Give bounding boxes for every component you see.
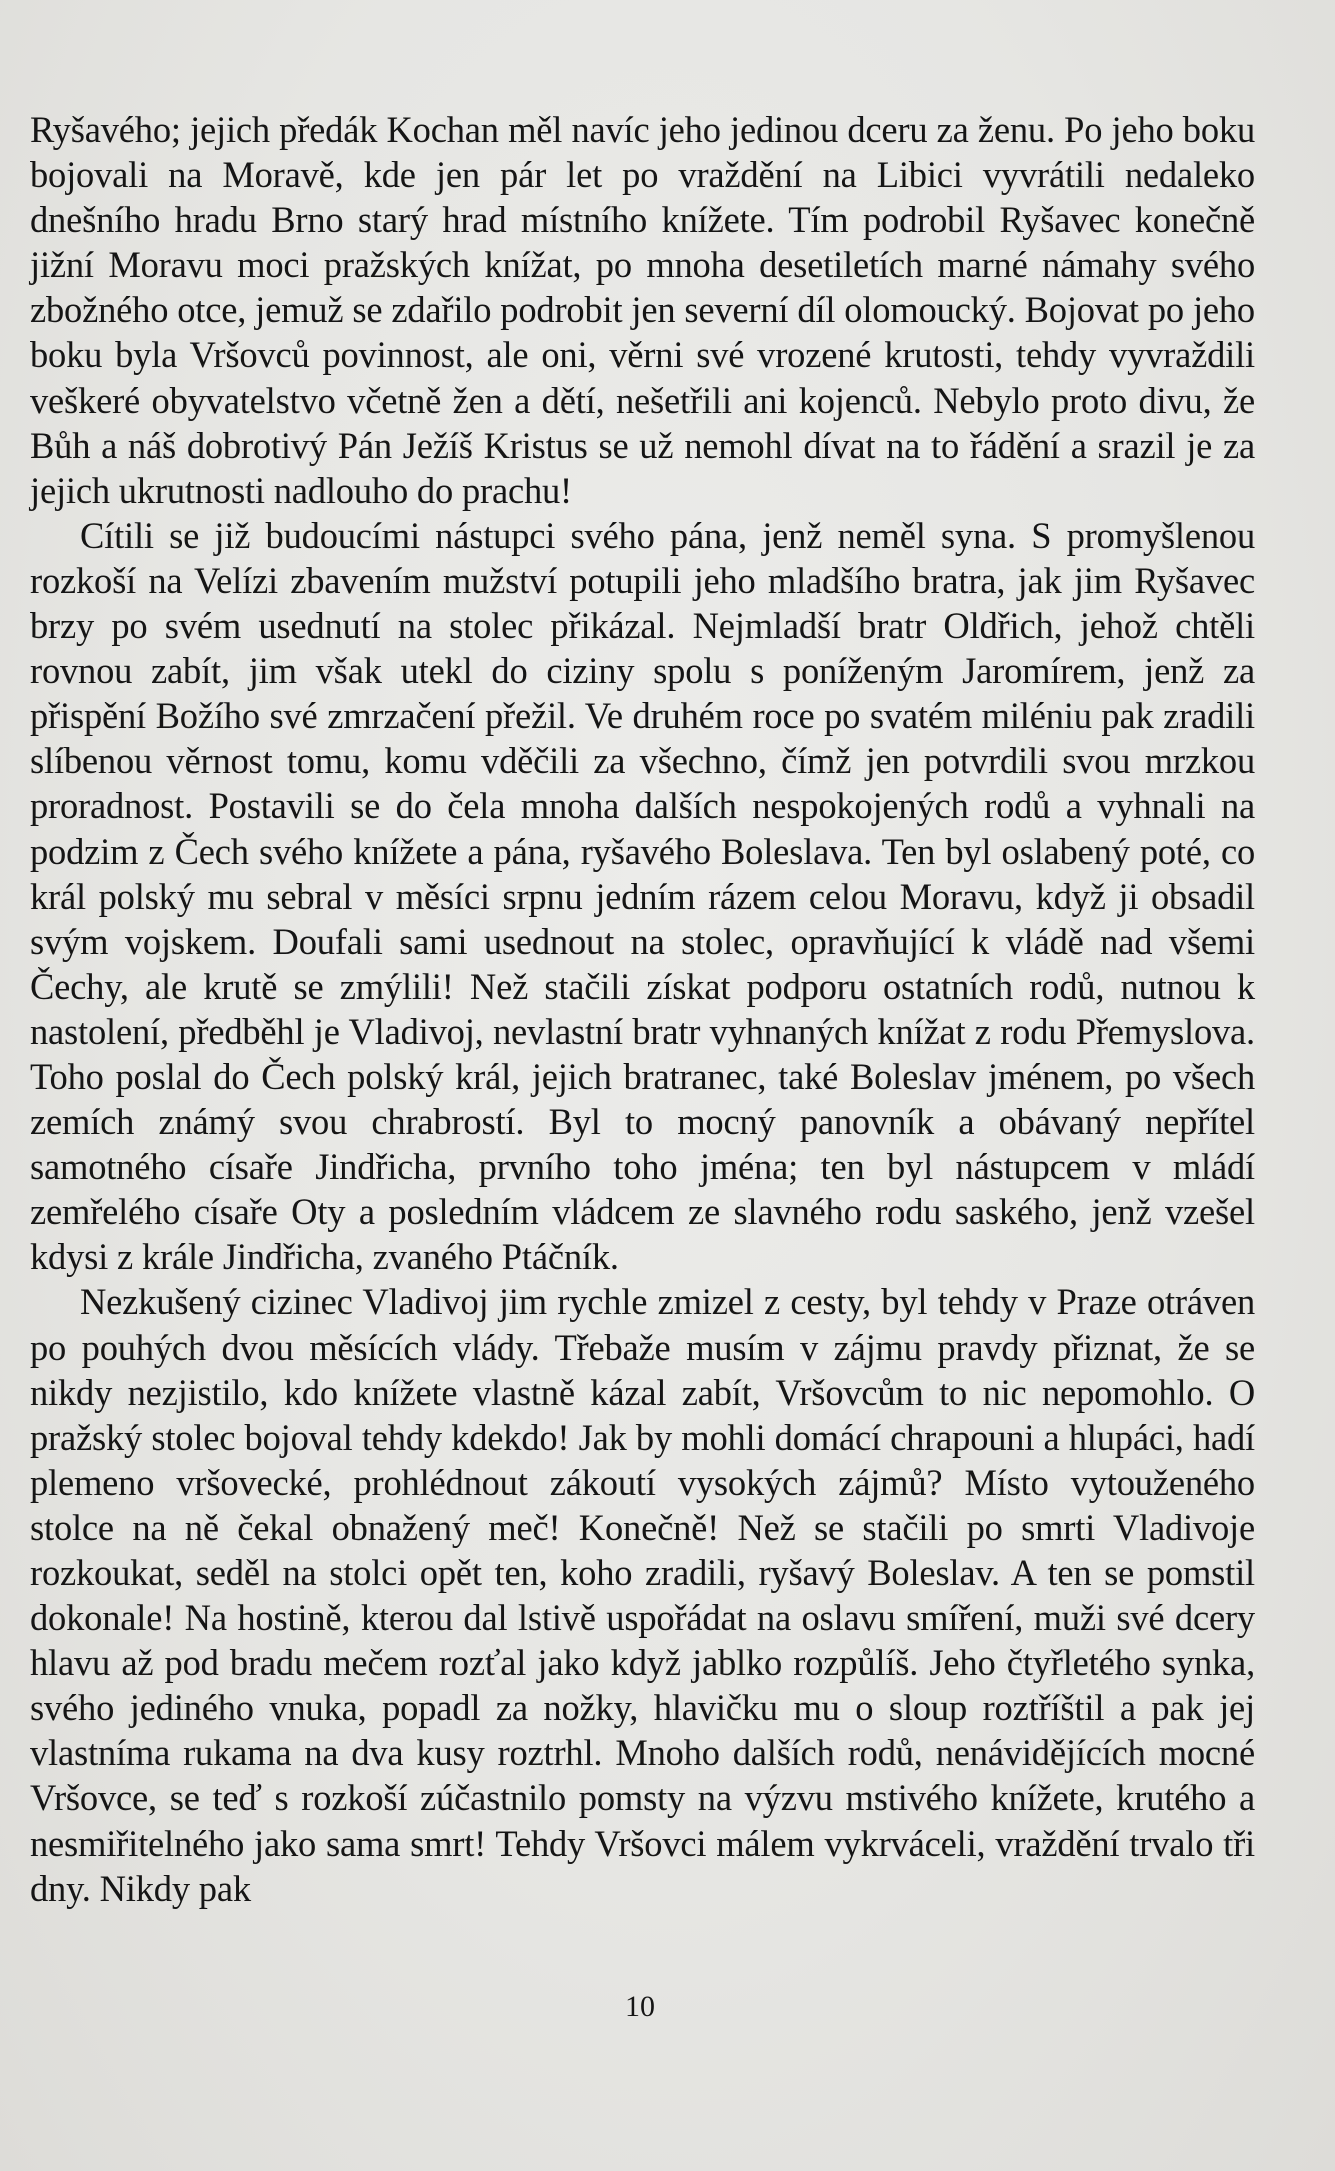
paragraph-3: Nezkušený cizinec Vladivoj jim rychle zmizel z cesty, byl tehdy v Praze otráven po pouhých dvou měsících vlády. Třebaže musím v zájmu pravdy přiznat, že se nikdy nezjistilo, kdo knížete vlastně kázal zabít, Vršovcům to nic nepomohlo. O pražský stolec bojoval tehdy kdekdo! Jak by mohli domácí chrapouni a hlupáci, hadí plemeno vršovecké, prohlédnout zákoutí vysokých zájmů? Místo vytouženého stolce na ně čekal obnažený meč! Konečně! Než se stačili po smrti Vladivoje rozkoukat, seděl na stolci opět ten, koho zradili, ryšavý Boleslav. A ten se pomstil dokonale! Na hostině, kterou dal lstivě uspořádat na oslavu smíření, muži své dcery hlavu až pod bradu mečem rozťal jako když jablko rozpůlíš. Jeho čtyřletého synka, svého jediného vnuka, popadl za nožky, hlavičku mu o sloup roztříštil a pak jej vlastníma rukama na dva kusy roztrhl. Mnoho dalších rodů, nenávidějících mocné Vršovce, se teď s rozkoší zúčastnilo pomsty na výzvu mstivého knížete, krutého a nesmiřitelného jako sama smrt! Tehdy Vršovci málem vykrváceli, vraždění trvalo tři dny. Nikdy pak [30, 1281, 1255, 1909]
paragraph-2: Cítili se již budoucími nástupci svého pána, jenž neměl syna. S promyšlenou rozkoší na Velízi zbavením mužství potupili jeho mladšího bratra, jak jim Ryšavec brzy po svém usednutí na stolec přikázal. Nejmladší bratr Oldřich, jehož chtěli rovnou zabít, jim však utekl do ciziny spolu s poníženým Jaromírem, jenž za přispění Božího své zmrzačení přežil. Ve druhém roce po svatém miléniu pak zradili slíbenou věrnost tomu, komu vděčili za všechno, čímž jen potvrdili svou mrzkou proradnost. Postavili se do čela mnoha dalších nespokojených rodů a vyhnali na podzim z Čech svého knížete a pána, ryšavého Boleslava. Ten byl oslabený poté, co král polský mu sebral v měsíci srpnu jedním rázem celou Moravu, když ji obsadil svým vojskem. Doufali sami usednout na stolec, opravňující k vládě nad všemi Čechy, ale krutě se zmýlili! Než stačili získat podporu ostatních rodů, nutnou k nastolení, předběhl je Vladivoj, nevlastní bratr vyhnaných knížat z rodu Přemyslova. Toho poslal do Čech polský král, jejich bratranec, také Boleslav jménem, po všech zemích známý svou chrabrostí. Byl to mocný panovník a obávaný nepřítel samotného císaře Jindřicha, prvního toho jména; ten byl nástupcem v mládí zemřelého císaře Oty a posledním vládcem ze slavného rodu saského, jenž vzešel kdysi z krále Jindřicha, zvaného Ptáčník. [30, 514, 1255, 1278]
paragraph-1: Ryšavého; jejich předák Kochan měl navíc jeho jedinou dceru za ženu. Po jeho boku bojovali na Moravě, kde jen pár let po vraždění na Libici vyvrátili nedaleko dnešního hradu Brno starý hrad místního knížete. Tím podrobil Ryšavec konečně jižní Moravu moci pražských knížat, po mnoha desetiletích marné námahy svého zbožného otce, jemuž se zdařilo podrobit jen severní díl olomoucký. Bojovat po jeho boku byla Vršovců povinnost, ale oni, věrni své vrozené krutosti, tehdy vyvraždili veškeré obyvatelstvo včetně žen a dětí, nešetřili ani kojenců. Nebylo proto divu, že Bůh a náš dobrotivý Pán Ježíš Kristus se už nemohl dívat na to řádění a srazil je za jejich ukrutnosti nadlouho do prachu! [30, 109, 1255, 511]
page-number: 10 [625, 1990, 655, 2023]
body-text [30, 107, 1255, 1911]
